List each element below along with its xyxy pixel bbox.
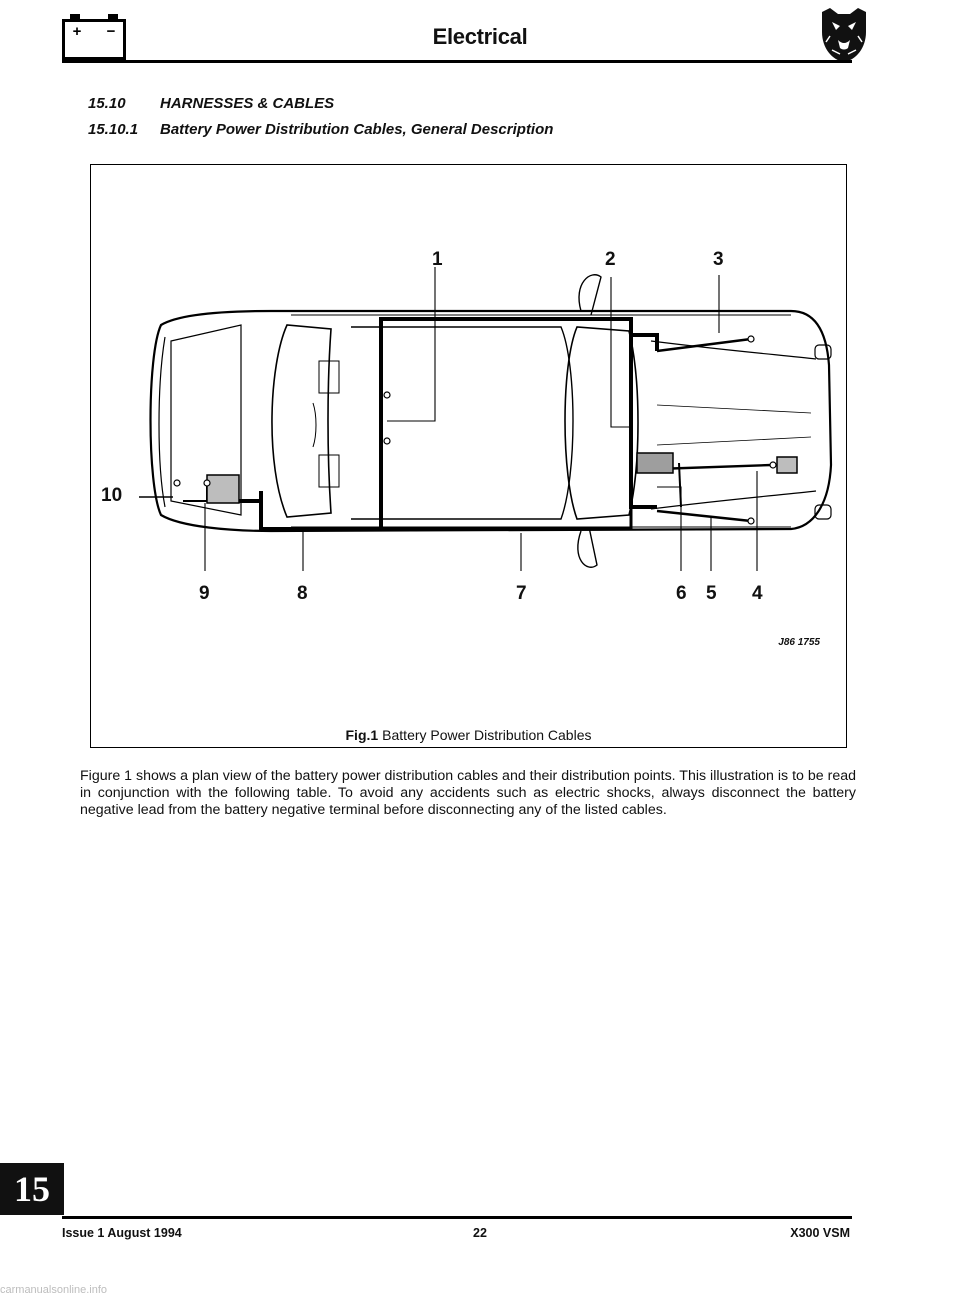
subsection-heading	[88, 121, 553, 138]
callout-5: 5	[706, 583, 717, 604]
watermark: carmanualsonline.info	[0, 1284, 108, 1296]
figure-box	[90, 164, 847, 748]
footer-page-number: 22	[473, 1226, 487, 1240]
figure-label: Fig.1	[345, 727, 379, 743]
callout-10: 10	[101, 485, 123, 506]
section-heading	[88, 95, 334, 112]
section-number: 15.10	[88, 95, 126, 112]
car-wiring-diagram	[91, 165, 848, 749]
section-title: HARNESSES & CABLES	[160, 95, 335, 112]
callout-8: 8	[297, 583, 308, 604]
figure-caption	[91, 727, 846, 743]
jaguar-logo-icon	[818, 6, 870, 64]
callout-2: 2	[605, 249, 616, 270]
subsection-number: 15.10.1	[88, 121, 139, 138]
subsection-title: Battery Power Distribution Cables, General Description	[160, 121, 554, 138]
body-paragraph: Figure 1 shows a plan view of the battery power distribution cables and their distribution points. This illustration is to be read in conjunction with the following table. To avoid any accidents such as electric shocks, always disconnect the battery negative lead from the battery negative terminal before disconnecting any of the listed cables.	[80, 768, 856, 818]
figure-reference-code: J86 1755	[778, 637, 820, 648]
callout-7: 7	[516, 583, 527, 604]
callout-1: 1	[432, 249, 443, 270]
svg-text:+: +	[72, 23, 82, 40]
callout-4: 4	[752, 583, 763, 604]
page-title: Electrical	[432, 24, 528, 49]
svg-text:−: −	[106, 23, 116, 40]
figure-caption-text: Battery Power Distribution Cables	[382, 727, 592, 743]
footer-rule	[62, 1216, 852, 1219]
callout-3: 3	[713, 249, 724, 270]
footer-issue: Issue 1 August 1994	[62, 1226, 182, 1240]
header-rule	[62, 60, 852, 63]
footer-manual-code: X300 VSM	[790, 1226, 850, 1240]
section-tab: 15	[0, 1163, 64, 1215]
callout-6: 6	[676, 583, 687, 604]
callout-9: 9	[199, 583, 210, 604]
